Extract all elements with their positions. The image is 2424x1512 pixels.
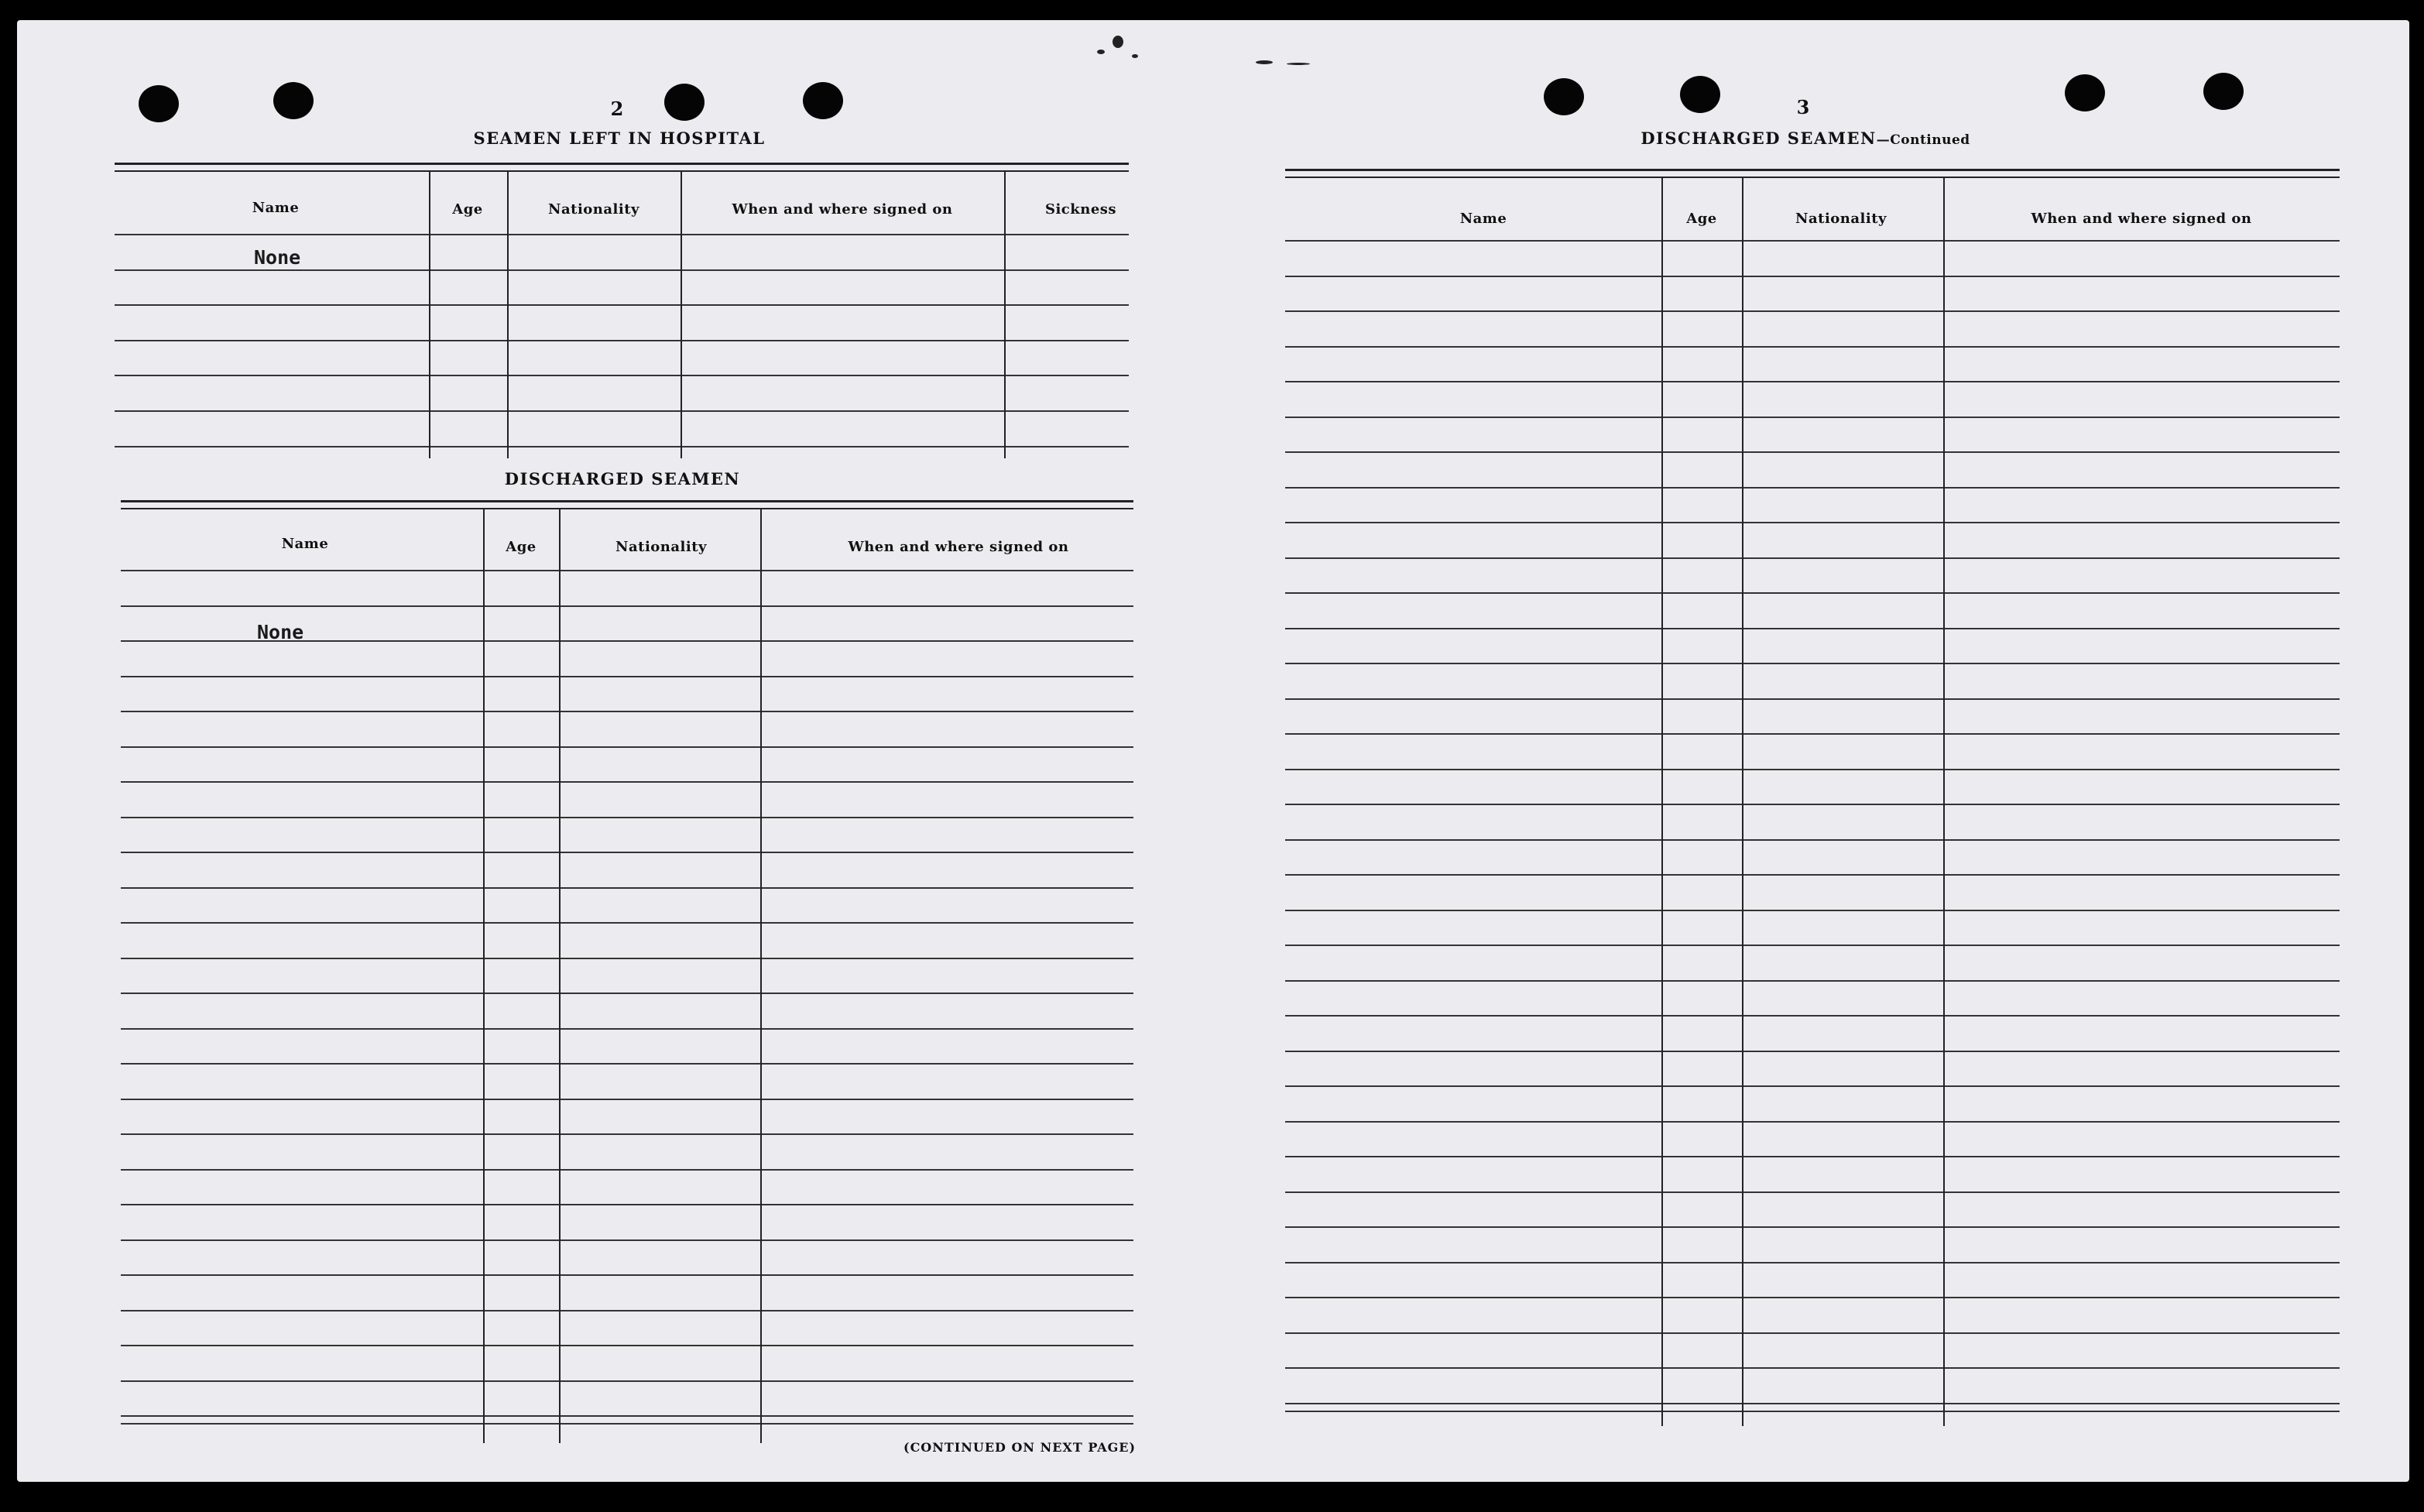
discharged-continued-title-text: DISCHARGED SEAMEN: [1641, 129, 1877, 148]
scan-speck: [1132, 54, 1138, 58]
hospital-entry-name: None: [254, 246, 301, 269]
discharged-continued-title: [1641, 129, 1970, 148]
column-header-name: Name: [281, 536, 329, 552]
scan-speck: [1256, 60, 1273, 64]
binder-hole: [664, 84, 705, 121]
binder-hole: [1544, 78, 1584, 115]
column-header-nationality: Nationality: [1795, 211, 1887, 227]
discharged-entry-name: None: [257, 621, 304, 643]
scan-speck: [1287, 63, 1310, 65]
binder-hole: [139, 85, 179, 122]
binder-hole: [273, 82, 314, 119]
page-number-left: 2: [610, 98, 624, 120]
column-header-sickness: Sickness: [1044, 201, 1117, 218]
discharged-table-right: [1285, 167, 2340, 1452]
continued-footer: (CONTINUED ON NEXT PAGE): [903, 1440, 1137, 1455]
column-header-nationality: Nationality: [548, 201, 639, 218]
discharged-table-left: [121, 497, 1133, 1457]
column-header-signed-on: When and where signed on: [2031, 211, 2252, 227]
hospital-table: [115, 159, 1129, 472]
column-header-signed-on: When and where signed on: [732, 201, 953, 218]
column-header-name: Name: [1459, 211, 1507, 227]
binder-hole: [2203, 73, 2244, 110]
scan-speck: [1113, 36, 1123, 48]
binder-hole: [2065, 74, 2105, 111]
column-header-signed-on: When and where signed on: [848, 539, 1069, 555]
page-number-right: 3: [1796, 96, 1810, 118]
column-header-name: Name: [252, 200, 300, 216]
continued-suffix: —Continued: [1876, 132, 1970, 148]
column-header-age: Age: [1686, 211, 1717, 227]
scan-speck: [1097, 50, 1105, 54]
document-sheet: [17, 20, 2409, 1482]
binder-hole: [1680, 76, 1720, 113]
discharged-section-title: DISCHARGED SEAMEN: [504, 469, 741, 489]
binder-hole: [803, 82, 843, 119]
column-header-age: Age: [506, 539, 537, 555]
column-header-age: Age: [452, 201, 483, 218]
hospital-section-title: SEAMEN LEFT IN HOSPITAL: [473, 129, 766, 148]
column-header-nationality: Nationality: [615, 539, 707, 555]
